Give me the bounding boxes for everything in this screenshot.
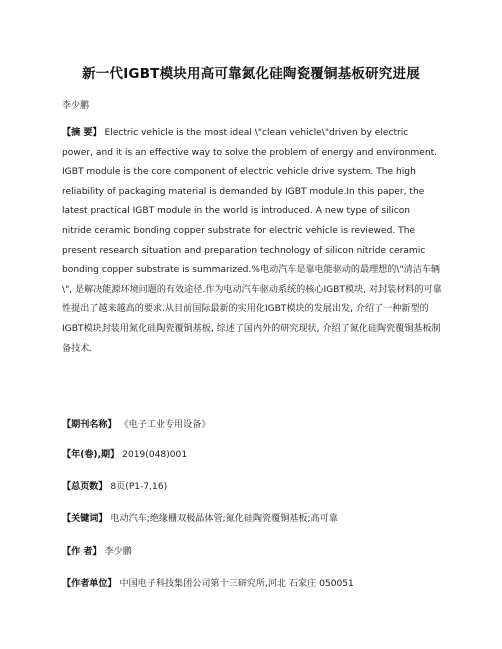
paper-title: 新一代IGBT模块用高可靠氮化硅陶瓷覆铜基板研究进展 — [82, 66, 420, 82]
journal-label: 【期刊名称】 — [62, 420, 117, 430]
year-issue-value: 2019(048)001 — [122, 450, 188, 460]
author-name: 李少鹏 — [62, 101, 90, 111]
keywords-value: 电动汽车;绝缘栅双极晶体管;氮化硅陶瓷覆铜基板;高可靠 — [110, 514, 338, 524]
journal-value: 《电子工业专用设备》 — [119, 420, 211, 430]
year-issue-label: 【年(卷),期】 — [62, 450, 120, 460]
affiliation-label: 【作者单位】 — [62, 579, 117, 589]
abstract-label: 【摘 要】 — [62, 128, 102, 138]
affiliation-field — [62, 577, 442, 591]
journal-field — [62, 418, 442, 432]
author-value: 李少鹏 — [104, 547, 132, 557]
year-issue-field — [62, 448, 442, 462]
author-field — [62, 545, 442, 559]
pages-value: 8页(P1-7,16) — [110, 482, 168, 492]
abstract-text: Electric vehicle is the most ideal \"clean vehicle\"driven by electric power, and it is an effective way to solve the problem of energy and environment. IGBT module is the core component of electric vehicle drive system. The high reliability of packaging material is demanded by IGBT module.In this paper, the latest practical IGBT module in the world is introduced. A new type of silicon nitride ceramic bonding copper substrate for electric vehicle is reviewed. The present research situation and preparation technology of silicon nitride ceramic bonding copper substrate is summarized.%电动汽车是靠电能驱动的最理想的\"清洁车辆\", 是解决能源环境问题的有效途径.作为电动汽车驱动系统的核心IGBT模块, 对封装材料的可靠性提出了越来越高的要求.从目前国际最新的实用化IGBT模块的发展出发, 介绍了一种新型的IGBT模块封装用氮化硅陶瓷覆铜基板, 综述了国内外的研究现状, 介绍了氮化硅陶瓷覆铜基板制备技术. — [62, 128, 442, 354]
pages-field — [62, 480, 442, 494]
keywords-field — [62, 512, 442, 526]
pages-label: 【总页数】 — [62, 482, 108, 492]
keywords-label: 【关键词】 — [62, 514, 108, 524]
abstract-paragraph — [62, 124, 442, 359]
affiliation-value: 中国电子科技集团公司第十三研究所,河北 石家庄 050051 — [119, 579, 354, 589]
author-label: 【作 者】 — [62, 547, 102, 557]
